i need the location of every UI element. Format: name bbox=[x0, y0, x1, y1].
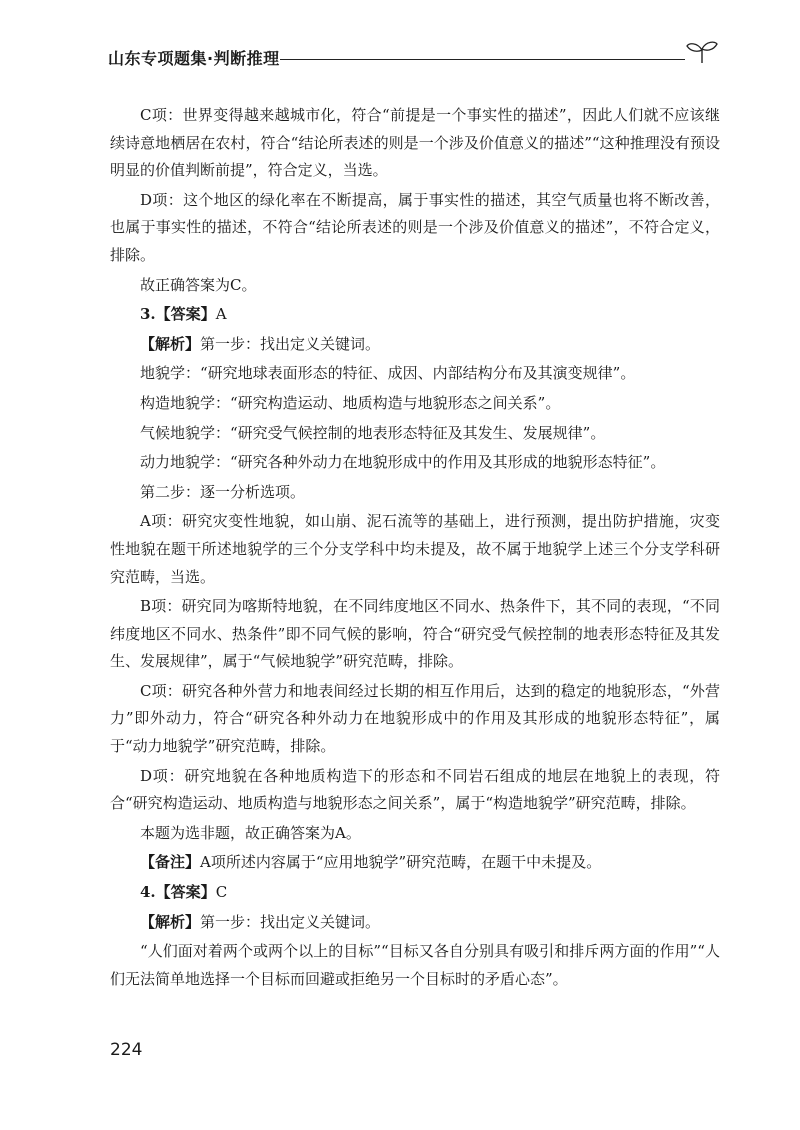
answer-heading-4: 4.【答案】C bbox=[140, 883, 228, 902]
paragraph-conclusion: 故正确答案为C。 bbox=[140, 275, 257, 294]
definition-geomorphology: 地貌学：“研究地球表面形态的特征、成因、内部结构分布及其演变规律”。 bbox=[140, 364, 636, 383]
analysis-heading-4: 【解析】第一步：找出定义关键词。 bbox=[140, 912, 381, 931]
definition-structural: 构造地貌学：“研究构造运动、地质构造与地貌形态之间关系”。 bbox=[140, 393, 561, 412]
running-header bbox=[108, 40, 718, 70]
keywords-paragraph: “人们面对着两个或两个以上的目标”“目标又各自分别具有吸引和排斥两方面的作用”“人们无法简单地选择一个目标而回避或拒绝另一个目标时的矛盾心态”。 bbox=[110, 942, 720, 988]
definition-climatic: 气候地貌学：“研究受气候控制的地表形态特征及其发生、发展规律”。 bbox=[140, 423, 606, 442]
definition-dynamic: 动力地貌学：“研究各种外动力在地貌形成中的作用及其形成的地貌形态特征”。 bbox=[140, 453, 666, 472]
sprout-icon bbox=[685, 40, 719, 64]
paragraph-option-b: B项：研究同为喀斯特地貌，在不同纬度地区不同水、热条件下，其不同的表现，“不同纬度地区不同水、热条件”即不同气候的影响，符合“研究受气候控制的地表形态特征及其发生、发展规律”，属于“气候地貌学”研究范畴，排除。 bbox=[110, 597, 720, 671]
paragraph-option-c-2: C项：研究各种外营力和地表间经过长期的相互作用后，达到的稳定的地貌形态，“外营力”即外动力，符合“研究各种外动力在地貌形成中的作用及其形成的地貌形态特征”，属于“动力地貌学”研究范畴，排除。 bbox=[110, 681, 720, 756]
paragraph-option-d: D项：这个地区的绿化率在不断提高，属于事实性的描述，其空气质量也将不断改善，也属于事实性的描述，不符合“结论所表述的则是一个涉及价值意义的描述”，不符合定义，排除。 bbox=[110, 190, 720, 264]
paragraph-option-c: C项：世界变得越来越城市化，符合“前提是一个事实性的描述”，因此人们就不应该继续诗意地栖居在农村，符合“结论所表述的则是一个涉及价值意义的描述”“这种推理没有预设明显的价值判断前提”，符合定义，当选。 bbox=[110, 106, 720, 180]
page-body bbox=[110, 102, 720, 995]
answer-heading-3: 3.【答案】A bbox=[140, 305, 227, 324]
note-paragraph: 【备注】A项所述内容属于“应用地貌学”研究范畴，在题干中未提及。 bbox=[140, 853, 602, 872]
step-two: 第二步：逐一分析选项。 bbox=[140, 482, 306, 501]
book-title: 山东专项题集·判断推理 bbox=[108, 49, 280, 68]
header-rule bbox=[280, 59, 685, 60]
paragraph-option-d-2: D项：研究地貌在各种地质构造下的形态和不同岩石组成的地层在地貌上的表现，符合“研究构造运动、地质构造与地貌形态之间关系”，属于“构造地貌学”研究范畴，排除。 bbox=[110, 766, 720, 813]
paragraph-option-a: A项：研究灾变性地貌，如山崩、泥石流等的基础上，进行预测，提出防护措施，灾变性地貌在题干所述地貌学的三个分支学科中均未提及，故不属于地貌学上述三个分支学科研究范畴，当选。 bbox=[110, 512, 720, 586]
page-number: 224 bbox=[110, 1040, 143, 1060]
paragraph-conclusion-2: 本题为选非题，故正确答案为A。 bbox=[140, 823, 361, 842]
analysis-heading-3: 【解析】第一步：找出定义关键词。 bbox=[140, 334, 381, 353]
